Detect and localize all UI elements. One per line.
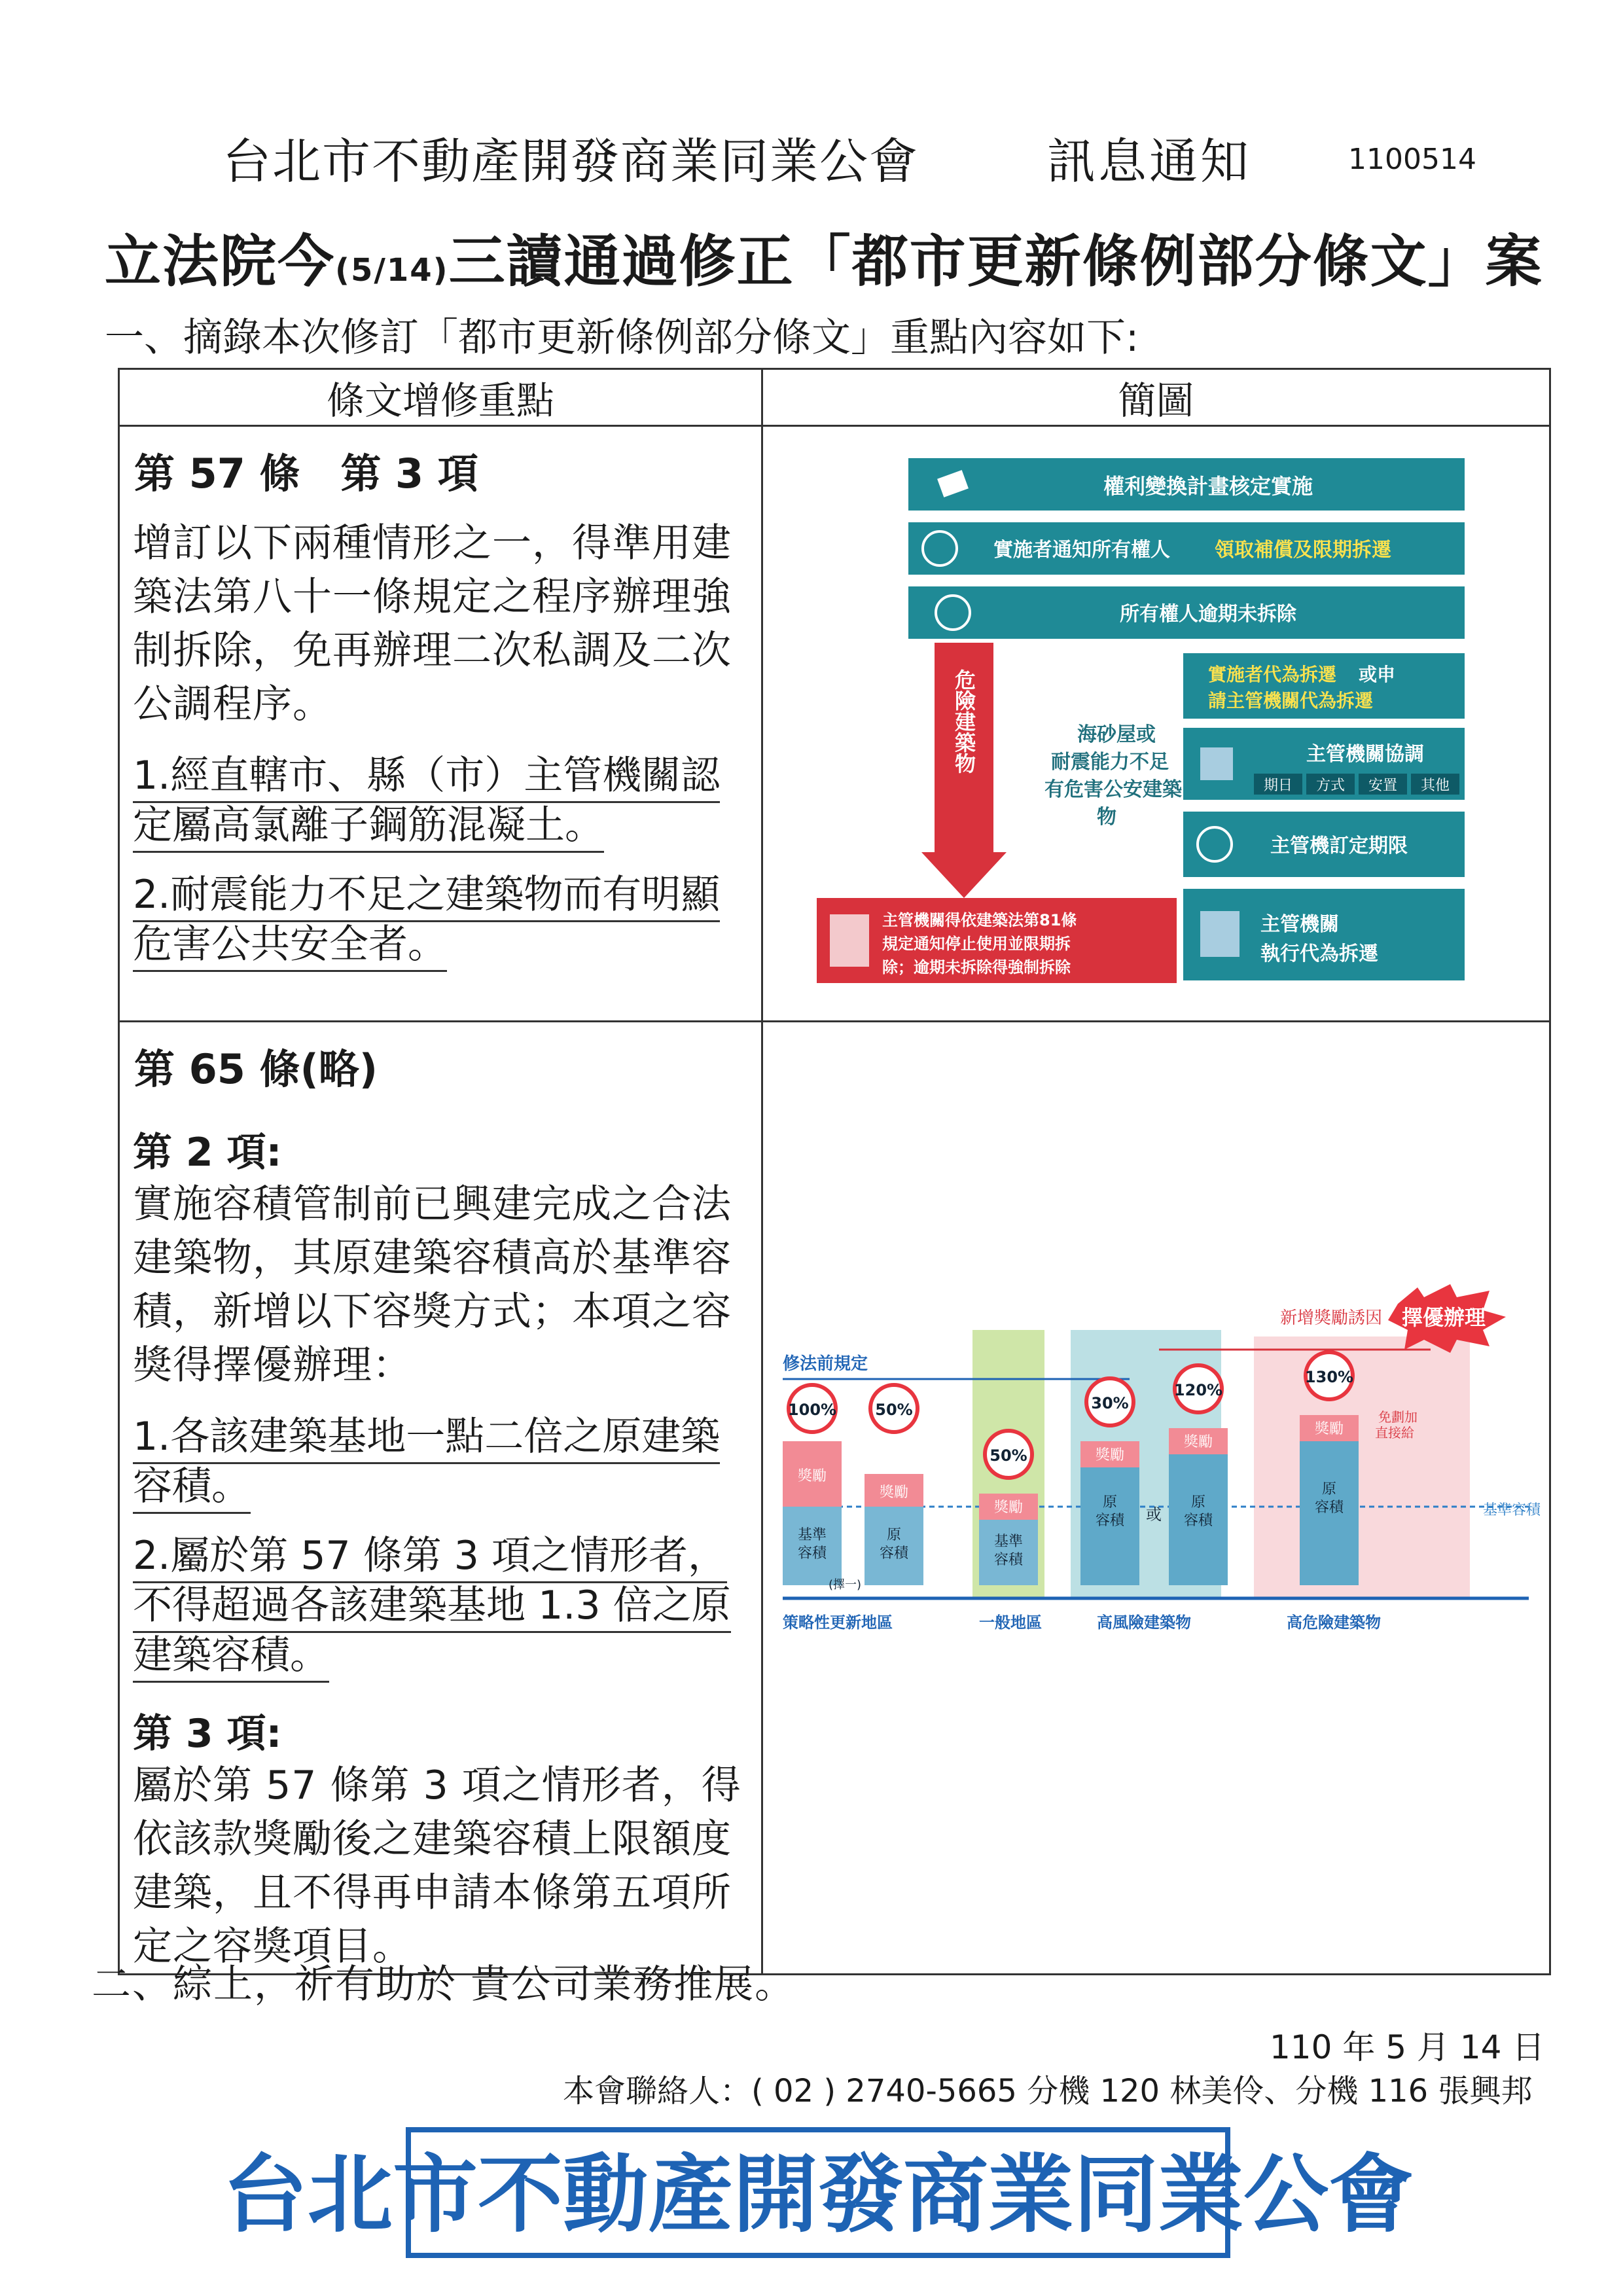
bar4-orig-text: 原容積: [1095, 1494, 1125, 1529]
flow-step1-text: 權利變換計畫核定實施: [1103, 474, 1313, 499]
baseline-label: 基準容積: [1483, 1502, 1541, 1518]
meeting-icon: [1200, 747, 1233, 780]
bar5-orig-text: 原容積: [1183, 1494, 1213, 1529]
pin3-text: 50%: [990, 1446, 1027, 1465]
article-57-text: 增訂以下兩種情形之一，得準用建築法第八十一條規定之程序辦理強制拆除，免再辦理二次私調及二次公調程序。: [133, 520, 732, 727]
article-57-title: 第 57 條 第 3 項: [134, 450, 478, 497]
article-57-item1: 1.經直轄市、縣（市）主管機關認定屬高氯離子鋼筋混凝土。: [133, 751, 749, 850]
cat-general: 一般地區: [979, 1613, 1042, 1632]
danger-arrow-head: [921, 852, 1007, 898]
bar4-bonus-text: 獎勵: [1095, 1447, 1125, 1463]
pin6-text: 130%: [1304, 1368, 1354, 1386]
bonus-chart: [763, 1022, 1548, 1932]
article-65-item2: 2.屬於第 57 條第 3 項之情形者，不得超過各該建築基地 1.3 倍之原建築容積。: [133, 1531, 749, 1680]
pin4-text: 30%: [1091, 1394, 1129, 1412]
flow-step2-text-b: 領取補償及限期拆遷: [1215, 539, 1391, 562]
org-seal-stamp: [222, 2127, 1414, 2258]
cat-high-danger: 高危險建築物: [1287, 1613, 1381, 1632]
contact-info: 本會聯絡人：( 02 ) 2740-5665 分機 120 林美伶、分機 116 張興邦: [563, 2073, 1533, 2109]
page-title: [105, 216, 1543, 297]
col-header-points: 條文增修重點: [119, 369, 762, 426]
org-name: 台北市不動產開發商業同業公會: [223, 134, 919, 190]
section-one: 一、摘錄本次修訂「都市更新條例部分條文」重點內容如下:: [105, 315, 1139, 361]
title-part2: 三讀通過修正「都市更新條例部分條文」案: [448, 229, 1543, 295]
flow-diagram-cell: [762, 426, 1550, 1022]
tag-4: 其他: [1420, 778, 1450, 794]
new-incentive-label: 新增獎勵誘因: [1280, 1308, 1383, 1328]
title-part1: 立法院今: [105, 229, 335, 295]
cat-strategic: 策略性更新地區: [783, 1613, 893, 1632]
amendment-table: [118, 368, 1551, 1975]
document-number: 1100514: [1348, 143, 1476, 176]
cat-high-risk: 高風險建築物: [1097, 1613, 1191, 1632]
best-choice-text: 擇優辦理: [1401, 1305, 1486, 1330]
danger-note: 海砂屋或 耐震能力不足 有危害公安建築 物: [1044, 723, 1182, 829]
bar6-bonus-text: 獎勵: [1314, 1421, 1344, 1437]
or-text: 或: [1146, 1505, 1162, 1524]
building-icon: [830, 914, 869, 967]
pre-law-label: 修法前規定: [783, 1354, 868, 1374]
bar2-orig-text: 原容積: [879, 1527, 909, 1562]
pin5-text: 120%: [1173, 1381, 1223, 1399]
choose-one-tag: (擇一): [829, 1578, 862, 1592]
flow-side4-text-a: 主管機關: [1260, 913, 1339, 936]
tag-3: 安置: [1368, 778, 1398, 794]
title-date: (5/14): [335, 252, 449, 289]
bar3-bonus-text: 獎勵: [993, 1499, 1024, 1516]
article-65-text3: 屬於第 57 條第 3 項之情形者，得依該款獎勵後之建築容積上限額度建築，且不得再申請本條第五項所定之容獎項目。: [133, 1763, 741, 1969]
flow-bottom-text: 主管機關得依建築法第81條 規定通知停止使用並限期拆 除；逾期未拆除得強制拆除: [882, 911, 1077, 977]
flow-side2-text: 主管機關協調: [1306, 743, 1424, 766]
article-65-sub3: 第 3 項:: [133, 1711, 282, 1757]
danger-arrow-text: 危險建築物: [952, 669, 976, 774]
article-65-item1: 1.各該建築基地一點二倍之原建築容積。: [133, 1412, 749, 1511]
bar2-bonus-text: 獎勵: [879, 1484, 909, 1501]
excavator-icon: [1200, 911, 1240, 957]
row-article-57: [119, 426, 762, 1022]
pin1-text: 100%: [787, 1401, 837, 1419]
flow-side1-text-b: 或申: [1359, 664, 1396, 685]
tag-1: 期日: [1263, 778, 1293, 794]
bar1-bonus-text: 獎勵: [797, 1468, 827, 1484]
bar6-orig-text: 原容積: [1314, 1481, 1344, 1516]
flow-side3-text: 主管機訂定期限: [1270, 834, 1408, 857]
pin2-text: 50%: [875, 1401, 913, 1419]
notice-label: 訊息通知: [1047, 134, 1251, 190]
flow-side1-text-c: 請主管機關代為拆遷: [1208, 690, 1374, 711]
flow-step3-text: 所有權人逾期未拆除: [1120, 603, 1296, 626]
bar5-bonus-text: 獎勵: [1183, 1434, 1213, 1450]
bar1-base-text: 基準容積: [797, 1527, 827, 1562]
bar3-base-text: 基準容積: [993, 1534, 1024, 1568]
col-header-diagram: 簡圖: [762, 369, 1550, 426]
flow-side4-text-b: 執行代為拆遷: [1260, 942, 1378, 965]
issue-date: 110 年 5 月 14 日: [1270, 2028, 1545, 2066]
flow-step2-text-a: 實施者通知所有權人: [993, 539, 1170, 562]
demolition-flow-diagram: [763, 427, 1548, 1016]
article-65-sub2: 第 2 項:: [133, 1130, 282, 1175]
bonus-chart-cell: [762, 1022, 1550, 1975]
flow-side1-text-a: 實施者代為拆遷: [1208, 664, 1337, 685]
tag-2: 方式: [1315, 778, 1346, 794]
high-danger-bg: [1254, 1336, 1470, 1598]
article-65-title: 第 65 條(略): [134, 1045, 378, 1093]
seal-text: 台北市不動產開發商業同業公會: [222, 2145, 1414, 2244]
free-text: 免劃加直接給: [1375, 1409, 1418, 1441]
section-two: 二、綜上，祈有助於 貴公司業務推展。: [92, 1962, 796, 2007]
article-65-text2: 實施容積管制前已興建完成之合法建築物，其原建築容積高於基準容積，新增以下容獎方式；本項之容獎得擇優辦理：: [133, 1181, 732, 1388]
article-57-item2: 2.耐震能力不足之建築物而有明顯危害公共安全者。: [133, 870, 749, 969]
row-article-65: [119, 1022, 762, 1975]
